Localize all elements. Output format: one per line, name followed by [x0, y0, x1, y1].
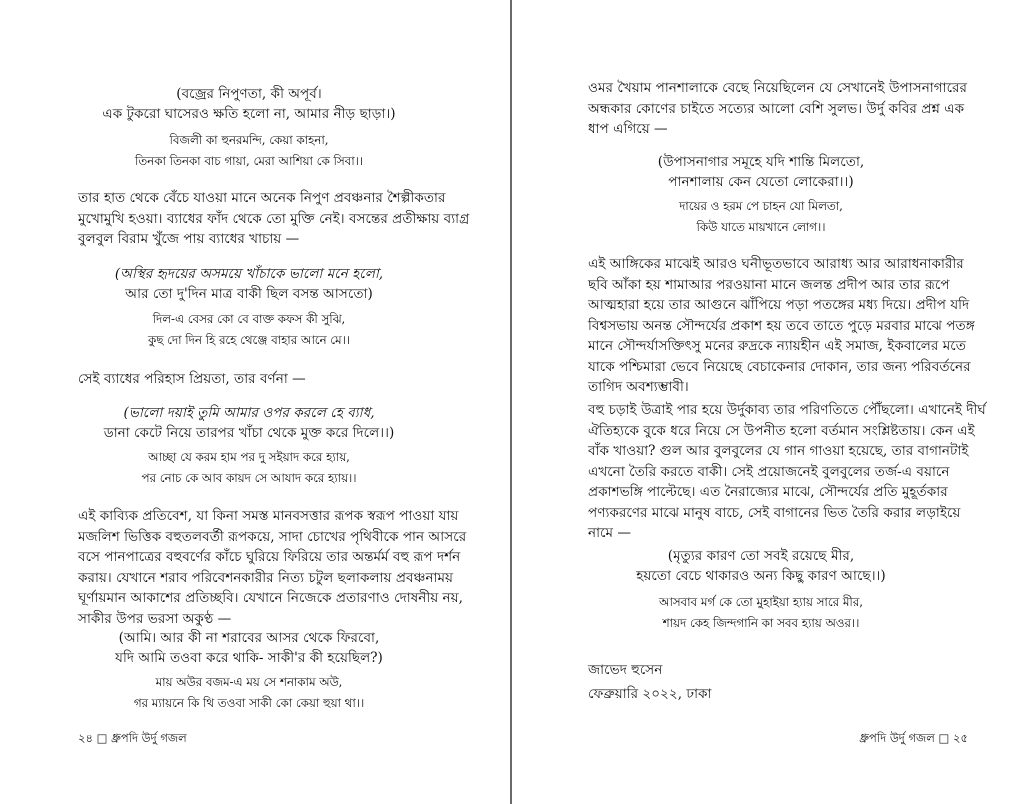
paragraph-line: বহু চড়াই উত্রাই পার হয়ে উর্দুকাব্য তার পরিণতিতে পৌঁছলো। এখানেই দীর্ঘ [588, 402, 986, 418]
paragraph-line: এখনো তৈরি করতে বাকী। সেই প্রয়োজনেই বুলবুলের তর্জ-এ বয়ানে [588, 463, 950, 480]
paragraph-line: এই কাব্যিক প্রতিবেশ, যা কিনা সমস্ত মানবসত্তার রূপক স্বরূপ পাওয়া যায় [78, 508, 459, 524]
paragraph-3 [78, 506, 467, 629]
paragraph-line: বিশ্বসভায় অনন্ত সৌন্দর্যের প্রকাশ হয় তবে তাতে পুড়ে মরবার মাঝে পতঙ্গ [588, 317, 975, 334]
paragraph-line: ঐতিহ্যকে বুকে ধরে নিয়ে সে উপনীত হলো বর্তমান সংশ্লিষ্টতায়। কেন এই [588, 422, 975, 439]
verse-line: (মৃত্যুর কারণ তো সবই রয়েছে মীর, [667, 548, 855, 564]
paragraph-line: ধাপ এগিয়ে — [588, 121, 668, 137]
verse-line: হয়তো বেচে থাকারও অন্য কিছু কারণ আছে।।) [636, 568, 886, 584]
paragraph-line: সেই ব্যাধের পরিহাস প্রিয়তা, তার বর্ণনা — [78, 371, 306, 387]
paragraph-line: পণ্যকরণের মাঝে মানুষ বাচে, সেই বাগানের ভিত তৈরি করার লড়াইয়ে [588, 504, 961, 521]
paragraph-1 [588, 78, 966, 140]
verse-4 [60, 628, 438, 668]
author-name: জাভেদ হুসেন [588, 662, 663, 678]
transliteration-2 [60, 309, 438, 351]
verse-line: এক টুকরো ঘাসেরও ক্ষতি হলো না, আমার নীড় ছাড়া।) [102, 106, 396, 122]
transliteration-1 [60, 130, 438, 172]
transliteration-line: আচ্ছা যে করম হাম পর দু সইয়াদ করে হ্যায়, [148, 450, 350, 464]
verse-line: (অস্থির হৃদয়ের অসময়ে খাঁচাকে ভালো মনে হলো, [114, 266, 384, 282]
transliteration-line: মায় অউর বজম-এ ময় সে শনাকাম অউ, [155, 675, 343, 689]
verse-2 [572, 546, 950, 586]
transliteration-line: দিল-এ বেসর কো বে বাক্ত কফস কী সুঝি, [152, 312, 346, 326]
transliteration-line: পর নোচ কে আব কায়দ সে আযাদ করে হ্যায়।। [141, 471, 357, 485]
transliteration-4 [60, 672, 438, 714]
transliteration-line: কিউ যাতে মায়খানে লোগ।। [696, 220, 826, 234]
paragraph-line: আত্মহারা হয়ে তার আগুনে ঝাঁপিয়ে পড়া পতঙ্গের মধ্য দিয়ে। প্রদীপ যদি [588, 297, 970, 313]
paragraph-line: নামে — [588, 525, 631, 541]
transliteration-1 [572, 196, 950, 238]
paragraph-line: ঘূর্ণায়মান আকাশের প্রতিচ্ছবি। যেখানে নিজেকে প্রতারণাও দোষনীয় নয়, [78, 590, 463, 606]
transliteration-line: শায়দ কেহ জিন্দগানি কা সবব হ্যায় অওর।। [662, 616, 860, 630]
paragraph-line: এই আঙ্গিকের মাঝেই আরও ঘনীভূতভাবে আরাধ্য আর আরাধনাকারীর [588, 256, 964, 272]
paragraph-line: মজলিশ ভিত্তিক বহুতলবর্তী রূপকয়ে, সাদা চোখের পৃথিবীকে পান আসরে [78, 528, 467, 545]
transliteration-line: গর ম্যায়নে কি থি তওবা সাকী কো কেয়া হুয়া থা।। [133, 696, 365, 710]
transliteration-line: কুছ দো দিন হি রহে থেঞ্জে বাহার আনে মে।। [147, 333, 351, 347]
transliteration-line: বিজলী কা হুনরমন্দি, কেয়া কাহনা, [169, 133, 329, 147]
transliteration-line: দায়ের ও হরম পে চাহন যো মিলতা, [679, 199, 843, 213]
verse-1 [572, 152, 950, 192]
paragraph-line: বুলবুল বিরাম খুঁজে পায় ব্যাধের খাচায় — [78, 231, 300, 247]
left-page [0, 0, 510, 804]
paragraph-line: যাকে পশ্চিমারা ভেবে নিয়েছে বেচাকেনার দোকান, তার জন্য পরিবর্তনের [588, 358, 971, 375]
signature [588, 658, 888, 706]
paragraph-line: তাগিদ অবশ্যম্ভাবী। [588, 379, 689, 395]
transliteration-3 [60, 447, 438, 489]
verse-line: (আমি। আর কী না শরাবের আসর থেকে ফিরবো, [118, 630, 380, 646]
paragraph-1 [78, 188, 470, 250]
paragraph-line: প্রকাশভঙ্গি পাল্টেছে। এত নৈরাজ্যের মাঝে, সৌন্দর্যের প্রতি মুহূর্তকার [588, 484, 948, 500]
paragraph-line: সাকীর উপর ভরসা অকুণ্ঠ — [78, 610, 232, 627]
verse-line: ডানা কেটে নিয়ে তারপর খাঁচা থেকে মুক্ত করে দিলে।।) [103, 425, 395, 441]
page-footer: ধ্রুপদি উর্দু গজল □ ২৫ [859, 731, 968, 745]
paragraph-line: তার হাত থেকে বেঁচে যাওয়া মানে অনেক নিপুণ প্রবঞ্চনার শৈল্পীকতার [78, 190, 446, 206]
transliteration-line: আসবাব মর্গ কে তো মুহাইয়া হ্যায় সারে মীর, [658, 595, 863, 609]
paragraph-line: মুখোমুখি হওয়া। ব্যাধের ফাঁদ থেকে তো মুক্তি নেই। বসন্তের প্রতীক্ষায় ব্যাগ্র [78, 210, 470, 227]
paragraph-line: ছবি আঁকা হয় শামাআর পরওয়ানা মানে জলন্ত প্রদীপ আর তার রূপে [588, 276, 950, 293]
verse-2 [60, 264, 438, 304]
verse-line: যদি আমি তওবা করে থাকি- সাকী'র কী হয়েছিল?) [115, 650, 383, 666]
verse-line: আর তো দু'দিন মাত্র বাকী ছিল বসন্ত আসতো) [125, 286, 373, 302]
paragraph-line: অন্ধকার কোণের চাইতে সত্যের আলো বেশি সুলভ। উর্দু কবির প্রশ্ন এক [588, 100, 965, 117]
paragraph-line: করায়। যেখানে শরাব পরিবেশনকারীর নিত্য চটুল ছলাকলায় প্রবঞ্চনাময় [78, 569, 454, 586]
paragraph-3 [588, 400, 986, 544]
right-page [512, 0, 1024, 804]
transliteration-line: তিনকা তিনকা বাচ গায়া, মেরা আশিয়া কে সিবা।। [134, 154, 364, 168]
verse-line: (বজ্রের নিপুণতা, কী অপূর্ব। [176, 86, 322, 102]
paragraph-2 [588, 254, 975, 398]
paragraph-line: মানে সৌন্দর্যাসক্তিৎসু মনের রুদ্রকে ন্যায়হীন এই সমাজ, ইকবালের মতে [588, 338, 966, 354]
paragraph-line: বাঁক খাওয়া? গুল আর বুলবুলের যে গান গাওয়া হয়েছে, তার বাগানটাই [588, 443, 969, 459]
verse-3 [60, 403, 438, 443]
paragraph-line: বসে পানপাত্রের বহুবর্ণের কাঁচে ঘুরিয়ে ফিরিয়ে তার অন্তর্মর্ম বহু রূপ দর্শন [78, 549, 461, 565]
verse-1 [60, 84, 438, 124]
verse-line: (উপাসনাগার সমূহে যদি শান্তি মিলতো, [657, 154, 865, 170]
page-footer: ২৪ □ ধ্রুপদি উর্দু গজল [78, 731, 187, 745]
date-place: ফেব্রুয়ারি ২০২২, ঢাকা [588, 686, 712, 702]
verse-line: পানশালায় কেন যেতো লোকেরা।।) [668, 174, 854, 190]
paragraph-line: ওমর খৈয়াম পানশালাকে বেছে নিয়েছিলেন যে সেখানেই উপাসনাগারের [588, 80, 968, 96]
verse-line: (ভালো দয়াই তুমি আমার ওপর করলে হে ব্যাধ, [123, 405, 375, 421]
transliteration-2 [572, 592, 950, 634]
paragraph-2 [78, 369, 452, 390]
